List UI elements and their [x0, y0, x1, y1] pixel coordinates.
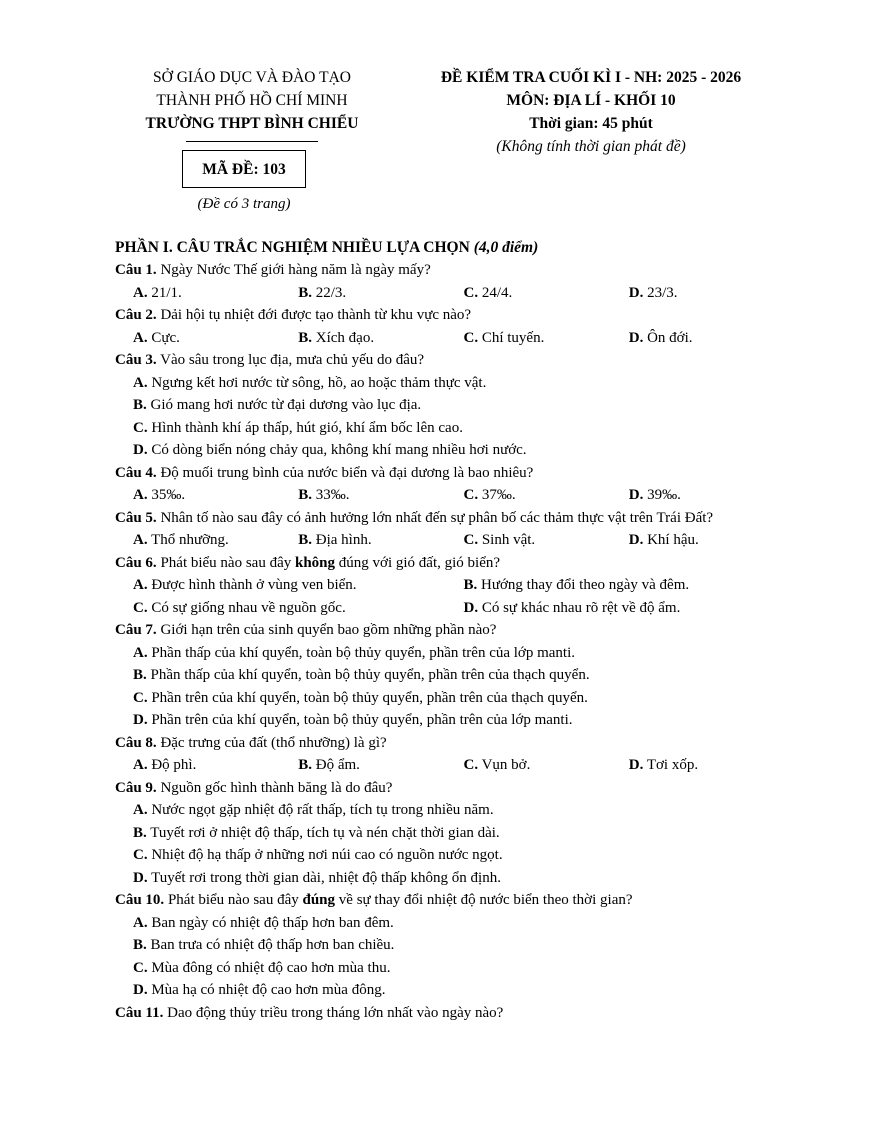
option-a	[133, 327, 298, 350]
option-letter: B.	[298, 532, 313, 548]
option-a	[104, 799, 794, 822]
option-d	[629, 327, 794, 350]
option-text: 39‰.	[647, 487, 681, 503]
options-7	[104, 642, 794, 732]
city-name: THÀNH PHỐ HỒ CHÍ MINH	[156, 92, 348, 109]
question-text: Dải hội tụ nhiệt đới được tạo thành từ khu vực nào?	[160, 307, 472, 323]
question-11	[104, 1002, 794, 1025]
option-text: Thổ nhưỡng.	[151, 532, 229, 548]
time-note: (Không tính thời gian phát đề)	[496, 138, 686, 155]
options-6-row-1	[104, 574, 794, 597]
option-text: Ngưng kết hơi nước từ sông, hồ, ao hoặc thảm thực vật.	[151, 374, 487, 391]
option-a	[104, 372, 794, 395]
page-count-note: (Đề có 3 trang)	[197, 196, 291, 212]
option-d	[104, 709, 794, 732]
option-b	[104, 822, 794, 845]
exam-title: ĐỀ KIỂM TRA CUỐI KÌ I - NH: 2025 - 2026	[440, 69, 742, 86]
option-letter: D.	[628, 757, 644, 773]
option-letter: D.	[628, 329, 644, 346]
option-text: Tơi xốp.	[646, 757, 699, 773]
question-text: Dao động thủy triều trong tháng lớn nhất vào ngày nào?	[167, 1004, 504, 1021]
option-c	[464, 754, 629, 777]
option-text: Độ ẩm.	[315, 757, 360, 773]
option-b	[104, 394, 794, 417]
question-text-after: đúng với gió đất, gió biển?	[338, 554, 501, 571]
option-text: Mùa đông có nhiệt độ cao hơn mùa thu.	[151, 959, 391, 976]
option-text: Hình thành khí áp thấp, hút gió, khí ẩm bốc lên cao.	[151, 419, 463, 436]
school-header	[110, 66, 394, 135]
option-text: Khí hậu.	[647, 532, 699, 548]
exam-code-box: MÃ ĐỀ: 103	[182, 150, 306, 188]
option-text: Nước ngọt gặp nhiệt độ rất thấp, tích tụ trong nhiều năm.	[151, 802, 494, 818]
option-letter: B.	[133, 824, 147, 841]
option-letter: B.	[298, 284, 313, 301]
option-text: Hướng thay đổi theo ngày và đêm.	[481, 577, 690, 593]
option-text: Ban trưa có nhiệt độ thấp hơn ban chiều.	[150, 937, 395, 953]
time-limit: Thời gian: 45 phút	[529, 115, 653, 132]
option-letter: A.	[133, 802, 148, 818]
option-letter: A.	[133, 757, 148, 773]
option-letter: C.	[133, 959, 148, 976]
option-c	[133, 597, 464, 620]
option-text: Có dòng biển nóng chảy qua, không khí mang nhiều hơi nước.	[151, 442, 527, 458]
options-6-row-2	[104, 597, 794, 620]
question-emphasis: không	[295, 554, 336, 571]
option-letter: C.	[463, 284, 479, 301]
option-letter: A.	[133, 487, 148, 503]
option-letter: D.	[628, 284, 644, 301]
option-letter: B.	[133, 397, 147, 413]
option-text: 21/1.	[151, 284, 182, 301]
option-text: Phần thấp của khí quyển, toàn bộ thủy quyển, phần trên của thạch quyển.	[150, 667, 590, 683]
option-b	[298, 282, 463, 305]
option-letter: A.	[133, 914, 148, 931]
option-letter: C.	[463, 757, 479, 773]
option-text: Tuyết rơi ở nhiệt độ thấp, tích tụ và nén chặt thời gian dài.	[150, 824, 500, 841]
question-text: Ngày Nước Thế giới hàng năm là ngày mấy?	[160, 262, 431, 278]
option-letter: D.	[133, 712, 148, 728]
section-heading: PHẦN I. CÂU TRẮC NGHIỆM NHIỀU LỰA CHỌN	[115, 239, 470, 256]
option-letter: A.	[133, 644, 148, 661]
option-text: Có sự khác nhau rõ rệt về độ ẩm.	[481, 599, 681, 616]
exam-header	[408, 66, 774, 158]
option-letter: C.	[463, 329, 479, 346]
option-letter: C.	[133, 599, 148, 616]
option-text: 22/3.	[315, 284, 347, 301]
options-10	[104, 912, 794, 1002]
option-a	[133, 754, 298, 777]
option-b	[298, 529, 463, 552]
question-7	[104, 619, 794, 642]
option-a	[133, 574, 464, 597]
option-d	[629, 484, 794, 507]
question-number: Câu 6.	[115, 554, 157, 571]
option-text: Cực.	[151, 329, 180, 346]
option-a	[133, 484, 298, 507]
question-number: Câu 3.	[115, 352, 157, 368]
options-2	[104, 327, 794, 350]
option-a	[133, 282, 298, 305]
option-text: Ban ngày có nhiệt độ thấp hơn ban đêm.	[151, 914, 394, 931]
option-c	[464, 327, 629, 350]
question-number: Câu 2.	[115, 307, 157, 323]
option-letter: C.	[133, 847, 148, 863]
option-c	[464, 529, 629, 552]
option-letter: B.	[133, 667, 147, 683]
option-d	[464, 597, 795, 620]
option-d	[104, 439, 794, 462]
option-c	[104, 844, 794, 867]
option-letter: D.	[133, 869, 148, 886]
option-c	[464, 484, 629, 507]
option-text: 37‰.	[481, 487, 516, 503]
option-c	[104, 417, 794, 440]
section-points: (4,0 điểm)	[473, 239, 539, 256]
question-4	[104, 462, 794, 485]
department-name: SỞ GIÁO DỤC VÀ ĐÀO TẠO	[153, 69, 351, 86]
option-d	[629, 529, 794, 552]
option-c	[104, 957, 794, 980]
option-letter: B.	[298, 329, 313, 346]
question-number: Câu 11.	[115, 1004, 164, 1021]
question-6	[104, 552, 794, 575]
option-letter: B.	[133, 937, 147, 953]
question-text: Nguồn gốc hình thành băng là do đâu?	[160, 779, 393, 796]
option-b	[464, 574, 795, 597]
option-text: Xích đạo.	[315, 329, 375, 346]
option-text: Chí tuyến.	[481, 329, 545, 346]
question-number: Câu 5.	[115, 509, 157, 526]
option-text: Phần thấp của khí quyển, toàn bộ thủy quyển, phần trên của lớp manti.	[151, 644, 576, 661]
option-b	[298, 327, 463, 350]
option-c	[464, 282, 629, 305]
question-text: Giới hạn trên của sinh quyển bao gồm những phần nào?	[160, 622, 497, 638]
option-letter: A.	[133, 532, 148, 548]
question-2	[104, 304, 794, 327]
options-4	[104, 484, 794, 507]
option-letter: D.	[628, 487, 644, 503]
option-letter: C.	[133, 689, 148, 706]
option-d	[629, 282, 794, 305]
option-d	[629, 754, 794, 777]
school-name: TRƯỜNG THPT BÌNH CHIỂU	[145, 115, 359, 132]
option-letter: D.	[133, 442, 148, 458]
options-8	[104, 754, 794, 777]
question-number: Câu 4.	[115, 464, 157, 481]
option-letter: A.	[133, 577, 148, 593]
question-number: Câu 8.	[115, 734, 157, 751]
question-number: Câu 10.	[115, 892, 165, 908]
option-letter: A.	[133, 284, 148, 301]
option-b	[298, 484, 463, 507]
question-text: Độ muối trung bình của nước biển và đại dương là bao nhiêu?	[160, 464, 534, 481]
question-text-after: về sự thay đổi nhiệt độ nước biển theo thời gian?	[338, 892, 633, 908]
question-10	[104, 889, 794, 912]
option-text: Ôn đới.	[647, 329, 693, 346]
question-number: Câu 1.	[115, 262, 157, 278]
option-text: Được hình thành ở vùng ven biển.	[151, 577, 357, 593]
option-letter: B.	[298, 757, 313, 773]
question-9	[104, 777, 794, 800]
option-text: Nhiệt độ hạ thấp ở những nơi núi cao có nguồn nước ngọt.	[151, 847, 503, 863]
option-letter: B.	[463, 577, 478, 593]
question-5	[104, 507, 794, 530]
option-b	[298, 754, 463, 777]
options-5	[104, 529, 794, 552]
options-3	[104, 372, 794, 462]
option-letter: C.	[133, 419, 148, 436]
options-1	[104, 282, 794, 305]
option-text: 35‰.	[151, 487, 186, 503]
option-text: Tuyết rơi trong thời gian dài, nhiệt độ thấp không ổn định.	[151, 869, 501, 886]
option-text: Vụn bở.	[481, 757, 531, 773]
option-text: 23/3.	[647, 284, 678, 301]
option-text: Địa hình.	[315, 532, 372, 548]
option-text: Phần trên của khí quyển, toàn bộ thủy quyển, phần trên của lớp manti.	[151, 712, 573, 728]
question-text: Nhân tố nào sau đây có ảnh hưởng lớn nhất đến sự phân bố các thảm thực vật trên Trái Đất?	[160, 509, 714, 526]
option-text: 33‰.	[315, 487, 350, 503]
option-letter: A.	[133, 329, 148, 346]
option-d	[104, 867, 794, 890]
question-text: Vào sâu trong lục địa, mưa chủ yếu do đâu?	[160, 352, 425, 368]
option-a	[104, 642, 794, 665]
question-8	[104, 732, 794, 755]
header-divider	[186, 141, 318, 142]
option-text: Phần trên của khí quyển, toàn bộ thủy quyển, phần trên của thạch quyển.	[151, 689, 588, 706]
question-text-before: Phát biểu nào sau đây	[160, 554, 292, 571]
option-letter: D.	[628, 532, 644, 548]
option-letter: C.	[463, 487, 479, 503]
option-text: Có sự giống nhau về nguồn gốc.	[151, 599, 346, 616]
question-number: Câu 9.	[115, 779, 157, 796]
question-number: Câu 7.	[115, 622, 157, 638]
options-9	[104, 799, 794, 889]
option-b	[104, 664, 794, 687]
question-text-before: Phát biểu nào sau đây	[167, 892, 299, 908]
option-text: Gió mang hơi nước từ đại dương vào lục địa.	[150, 397, 422, 413]
option-text: Độ phì.	[151, 757, 197, 773]
option-letter: B.	[298, 487, 313, 503]
option-c	[104, 687, 794, 710]
option-d	[104, 979, 794, 1002]
question-3	[104, 349, 794, 372]
option-letter: A.	[133, 374, 148, 391]
exam-content	[104, 237, 794, 1024]
option-a	[133, 529, 298, 552]
question-text: Đặc trưng của đất (thổ nhưỡng) là gì?	[160, 734, 387, 751]
option-text: Mùa hạ có nhiệt độ cao hơn mùa đông.	[151, 982, 386, 998]
option-text: Sinh vật.	[481, 532, 536, 548]
question-1	[104, 259, 794, 282]
option-b	[104, 934, 794, 957]
option-a	[104, 912, 794, 935]
option-letter: D.	[133, 982, 148, 998]
option-letter: C.	[463, 532, 479, 548]
subject-line: MÔN: ĐỊA LÍ - KHỐI 10	[506, 92, 676, 109]
section-title	[104, 237, 794, 259]
option-text: 24/4.	[481, 284, 513, 301]
question-emphasis: đúng	[302, 892, 336, 908]
option-letter: D.	[463, 599, 479, 616]
